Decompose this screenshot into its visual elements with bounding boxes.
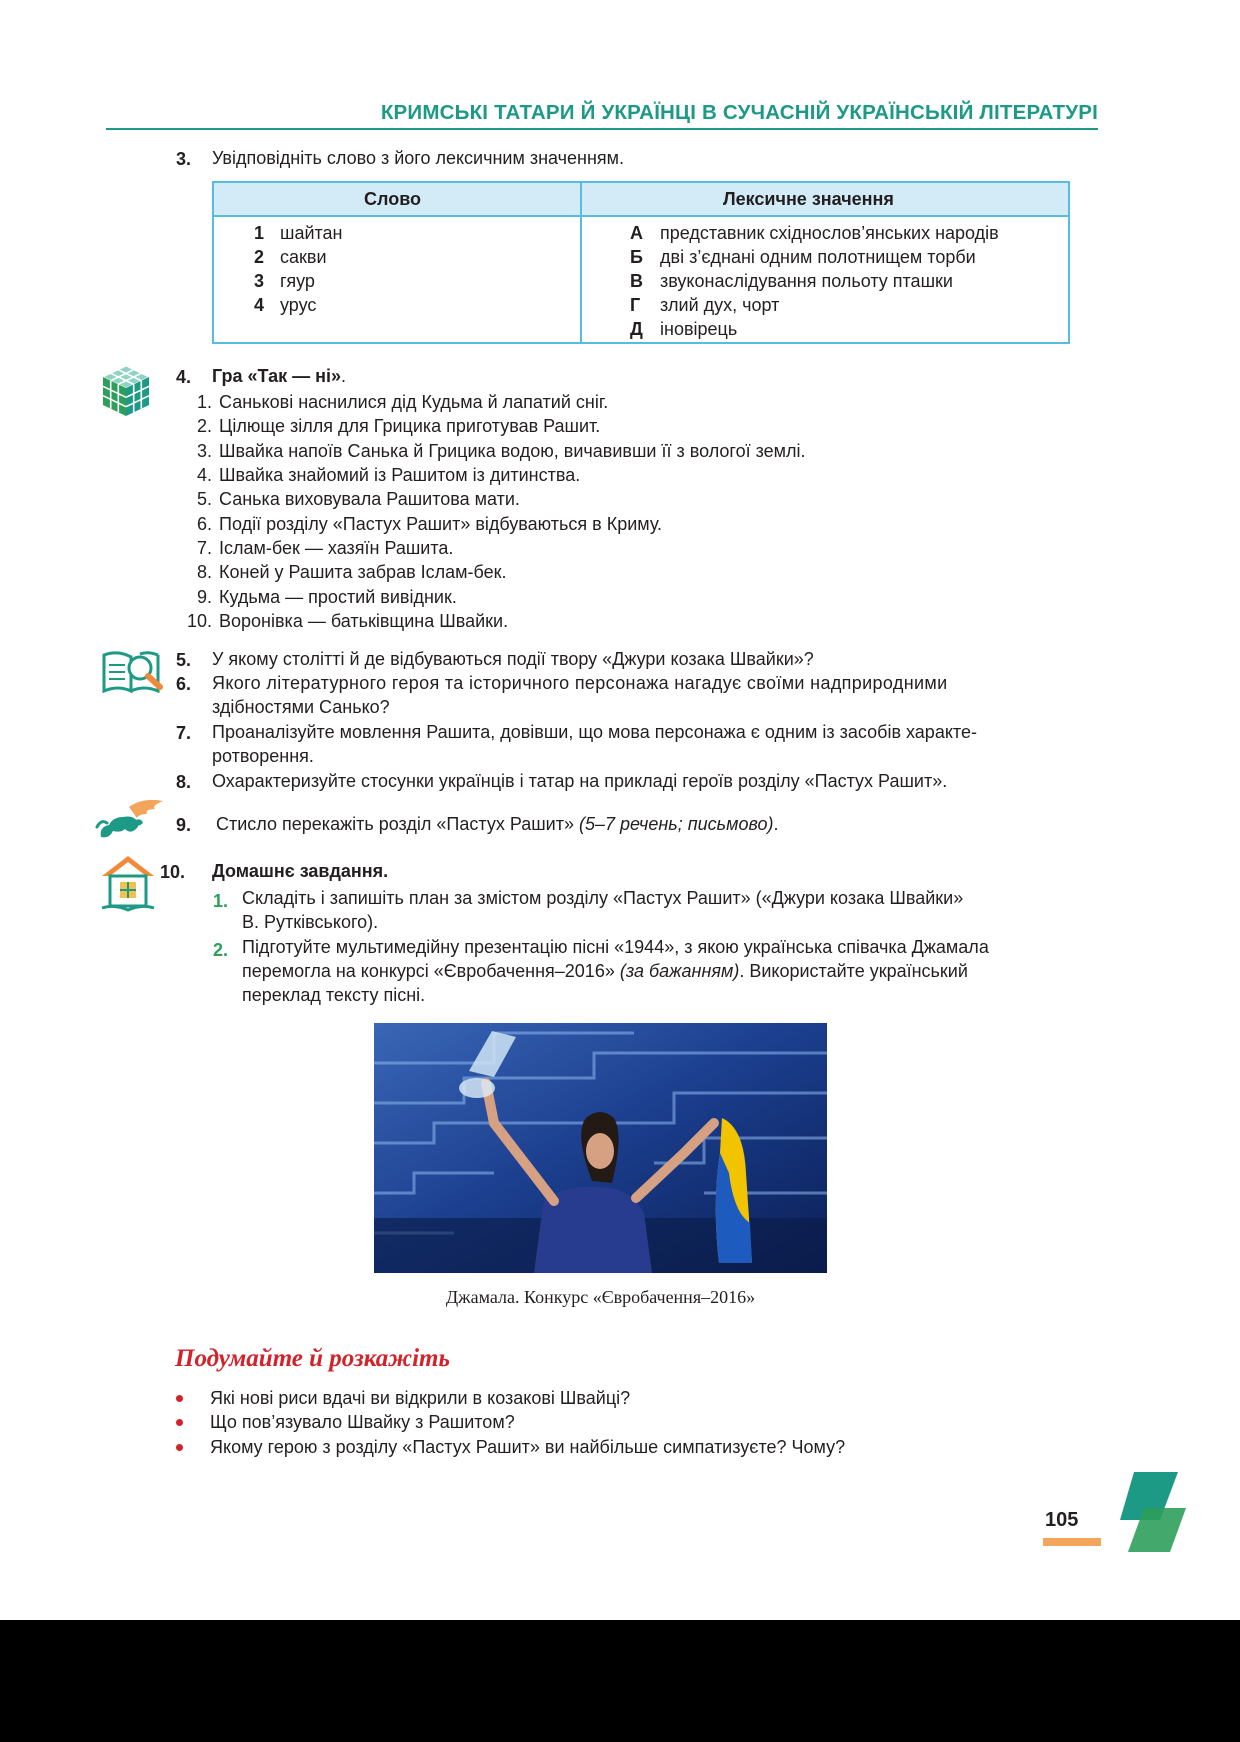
table-header-word: Слово bbox=[364, 189, 422, 209]
task-9-main: Стисло перекажіть розділ «Пастух Рашит» bbox=[216, 814, 574, 834]
table-row bbox=[630, 271, 953, 292]
item-number: 3. bbox=[196, 441, 212, 461]
homework-item-2-line-3: переклад тексту пісні. bbox=[242, 985, 426, 1005]
task-4-number: 4. bbox=[176, 367, 192, 387]
list-item bbox=[176, 1437, 845, 1458]
bullet-dot-icon bbox=[176, 1388, 187, 1399]
homework-item-1-number bbox=[213, 889, 228, 913]
task-7-text-line-1: Проаналізуйте мовлення Рашита, довівши, що мова персонажа є одним із засобів характе- bbox=[212, 722, 977, 742]
table-row bbox=[630, 295, 779, 316]
task-9-italic: (5–7 речень; письмово) bbox=[579, 814, 774, 834]
task-8-number: 8. bbox=[176, 772, 192, 792]
header-rule bbox=[106, 128, 1098, 130]
task-5-number: 5. bbox=[176, 650, 192, 670]
table-row bbox=[250, 247, 327, 268]
meaning: іновірець bbox=[660, 319, 738, 339]
item-text: Швайка напоїв Санька й Грицика водою, вичавивши її з вологої землі. bbox=[219, 441, 806, 461]
item-number: 9. bbox=[196, 587, 212, 607]
homework-item-1-line-2: В. Рутківського). bbox=[242, 912, 379, 932]
item-text: Іслам-бек — хазяїн Рашита. bbox=[219, 538, 454, 558]
item-number: 1. bbox=[196, 392, 212, 412]
eurovision-photo bbox=[374, 1023, 827, 1273]
jamala-photo-illustration bbox=[374, 1023, 827, 1273]
list-item bbox=[178, 538, 453, 559]
list-item bbox=[178, 489, 520, 510]
matching-table bbox=[212, 181, 1070, 344]
row-number: 3 bbox=[253, 271, 264, 291]
table-row bbox=[250, 271, 315, 292]
item-number: 6. bbox=[196, 514, 212, 534]
table-row bbox=[630, 247, 976, 268]
item-number: 8. bbox=[196, 562, 212, 582]
item-number: 2. bbox=[196, 416, 212, 436]
task-7-number: 7. bbox=[176, 723, 192, 743]
page-corner-decoration bbox=[1120, 1472, 1186, 1552]
running-header: КРИМСЬКІ ТАТАРИ Й УКРАЇНЦІ В СУЧАСНІЙ УКРАЇНСЬКІЙ ЛІТЕРАТУРІ bbox=[380, 101, 1098, 124]
item-number: 10. bbox=[186, 611, 212, 631]
list-item bbox=[178, 441, 806, 462]
word: гяур bbox=[280, 271, 315, 291]
item-number: 4. bbox=[196, 465, 212, 485]
table-header-row bbox=[214, 183, 1068, 217]
task-9-text bbox=[216, 812, 779, 836]
task-5-text: У якому столітті й де відбуваються події твору «Джури козака Швайки»? bbox=[212, 649, 814, 669]
item-text: Воронівка — батьківщина Швайки. bbox=[219, 611, 509, 631]
table-row bbox=[630, 223, 999, 244]
homework-number: 1. bbox=[213, 891, 229, 911]
list-item bbox=[178, 416, 600, 437]
item-text: Коней у Рашита забрав Іслам-бек. bbox=[219, 562, 507, 582]
list-item bbox=[178, 392, 608, 413]
table-header-meaning: Лексичне значення bbox=[723, 189, 894, 209]
task-8-text: Охарактеризуйте стосунки українців і татар на прикладі героїв розділу «Пастух Рашит». bbox=[212, 771, 948, 791]
task-3-text: Увідповідніть слово з його лексичним значенням. bbox=[212, 148, 625, 168]
item-number: 7. bbox=[196, 538, 212, 558]
row-letter: А bbox=[630, 223, 643, 243]
homework-item-1-line-1: Складіть і запишіть план за змістом розділу «Пастух Рашит» («Джури козака Швайки» bbox=[242, 888, 964, 908]
list-item bbox=[176, 1412, 515, 1433]
word: сакви bbox=[280, 247, 327, 267]
row-number: 4 bbox=[253, 295, 264, 315]
line-part: . Використайте український bbox=[739, 961, 968, 981]
think-section-title: Подумайте й розкажіть bbox=[175, 1345, 450, 1372]
row-number: 2 bbox=[253, 247, 264, 267]
list-item bbox=[178, 562, 507, 583]
word: урус bbox=[280, 295, 317, 315]
item-text: Цілюще зілля для Грицика приготував Рашит. bbox=[219, 416, 601, 436]
rubiks-cube-icon bbox=[101, 364, 151, 418]
scan-bottom-band bbox=[0, 1620, 1240, 1742]
task-10-number: 10. bbox=[160, 862, 186, 882]
item-number: 5. bbox=[196, 489, 212, 509]
task-4-title-end: . bbox=[341, 366, 347, 386]
task-6-text-line-2: здібностями Санько? bbox=[212, 697, 390, 717]
item-text: Санькові наснилися дід Кудьма й лапатий сніг. bbox=[219, 392, 609, 412]
task-4-title-text: Гра «Так — ні» bbox=[212, 366, 341, 386]
book-magnifier-icon bbox=[100, 647, 166, 697]
item-text: Санька виховувала Рашитова мати. bbox=[219, 489, 520, 509]
bullet-dot-icon bbox=[176, 1437, 187, 1448]
bullet-text: Що пов’язувало Швайку з Рашитом? bbox=[210, 1412, 515, 1432]
word: шайтан bbox=[280, 223, 343, 243]
task-7-text-line-2: ротворення. bbox=[212, 746, 314, 766]
row-number: 1 bbox=[253, 223, 264, 243]
page-number-bar bbox=[1043, 1538, 1101, 1546]
task-3-number: 3. bbox=[176, 149, 192, 169]
table-row bbox=[250, 295, 316, 316]
task-6-text-line-1: Якого літературного героя та історичного персонажа нагадує своїми надприродними bbox=[212, 673, 948, 693]
homework-item-2-line-1: Підготуйте мультимедійну презентацію пісні «1944», з якою українська співачка Джамала bbox=[242, 937, 989, 957]
homework-item-2-line-2 bbox=[242, 959, 968, 983]
list-item bbox=[178, 587, 457, 608]
item-text: Швайка знайомий із Рашитом із дитинства. bbox=[219, 465, 581, 485]
meaning: злий дух, чорт bbox=[660, 295, 780, 315]
row-letter: Б bbox=[630, 247, 643, 267]
page-number: 105 bbox=[1045, 1509, 1079, 1531]
table-row bbox=[250, 223, 343, 244]
task-6-number: 6. bbox=[176, 674, 192, 694]
meaning: звуконаслідування польоту пташки bbox=[660, 271, 953, 291]
list-item bbox=[178, 465, 580, 486]
bullet-dot-icon bbox=[176, 1412, 187, 1423]
pegasus-icon bbox=[93, 797, 167, 843]
bullet-text: Які нові риси вдачі ви відкрили в козакові Швайці? bbox=[210, 1388, 631, 1408]
list-item bbox=[178, 611, 508, 632]
homework-number: 2. bbox=[213, 940, 229, 960]
table-divider bbox=[580, 183, 582, 342]
list-item bbox=[178, 514, 662, 535]
bullet-text: Якому герою з розділу «Пастух Рашит» ви найбільше симпатизуєте? Чому? bbox=[210, 1437, 846, 1457]
table-row bbox=[630, 319, 737, 340]
photo-caption: Джамала. Конкурс «Євробачення–2016» bbox=[445, 1287, 756, 1307]
task-10-title: Домашнє завдання. bbox=[212, 861, 389, 881]
list-item bbox=[176, 1388, 630, 1409]
row-letter: Д bbox=[630, 319, 643, 339]
task-4-title bbox=[212, 364, 346, 388]
task-9-end: . bbox=[773, 814, 779, 834]
homework-item-2-number bbox=[213, 938, 228, 962]
line-italic: (за бажанням) bbox=[619, 961, 740, 981]
meaning: представник східнослов’янських народів bbox=[660, 223, 999, 243]
line-part: перемогла на конкурсі «Євробачення–2016» bbox=[242, 961, 615, 981]
meaning: дві з’єднані одним полотнищем торби bbox=[660, 247, 976, 267]
item-text: Події розділу «Пастух Рашит» відбуваються в Криму. bbox=[219, 514, 663, 534]
item-text: Кудьма — простий вивідник. bbox=[219, 587, 457, 607]
house-homework-icon bbox=[100, 854, 156, 914]
row-letter: В bbox=[630, 271, 643, 291]
task-9-number: 9. bbox=[176, 815, 192, 835]
row-letter: Г bbox=[630, 295, 641, 315]
